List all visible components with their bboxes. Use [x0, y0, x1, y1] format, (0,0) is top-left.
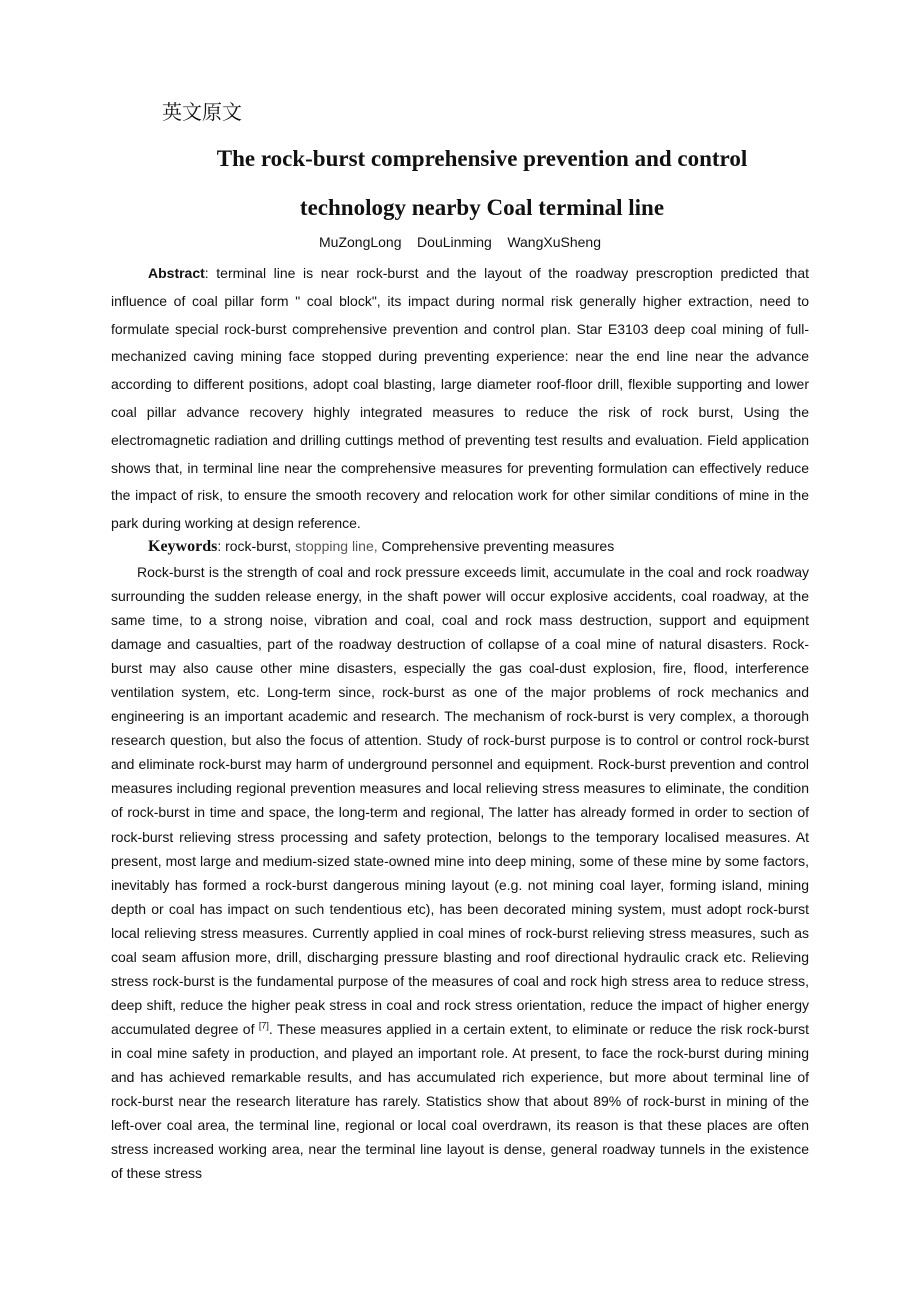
keywords-separator: : [217, 538, 226, 554]
abstract-text: terminal line is near rock-burst and the layout of the roadway prescroption predicted that influence of coal pillar form " coal block", its impact during normal risk generally higher extraction, need to formulate special rock-burst comprehensive prevention and control plan. Star E3103 deep coal mining of full-mechanized caving mining face stopped during preventing experience: near the end line near the advance according to different positions, adopt coal blasting, large diameter roof-floor drill, flexible supporting and lower coal pillar advance recovery highly integrated measures to reduce the risk of rock burst, Using the electromagnetic radiation and drilling cuttings method of preventing test results and evaluation. Field application shows that, in terminal line near the comprehensive measures for preventing formulation can effectively reduce the impact of risk, to ensure the smooth recovery and relocation work for other similar conditions of mine in the park during working at design reference. [111, 265, 809, 532]
abstract-label: Abstract [148, 265, 205, 281]
paper-title-line-1: The rock-burst comprehensive prevention and control [216, 146, 748, 171]
abstract-separator: : [204, 265, 217, 281]
keyword-item: rock-burst, [225, 538, 296, 554]
abstract-paragraph [111, 260, 809, 538]
paper-title-line-2: technology nearby Coal terminal line [299, 195, 665, 220]
keywords-label: Keywords [148, 538, 218, 555]
author-list: MuZongLong DouLinming WangXuSheng [319, 234, 601, 250]
keyword-item: stopping line, [295, 538, 382, 554]
section-heading-original-text: 英文原文 [162, 100, 242, 124]
body-text-part-2: . These measures applied in a certain extent, to eliminate or reduce the risk rock-burst in coal mine safety in production, and played an important role. At present, to face the rock-burst during mining and has achieved remarkable results, and has accumulated rich experience, but more about terminal line of rock-burst near the research literature has rarely. Statistics show that about 89% of rock-burst in mining of the left-over coal area, the terminal line, regional or local coal overdrawn, its reason is that these places are often stress increased working area, near the terminal line layout is dense, general roadway tunnels in the existence of these stress [111, 1020, 809, 1182]
keywords-line [148, 536, 614, 557]
body-text-part-1: Rock-burst is the strength of coal and rock pressure exceeds limit, accumulate in the coal and rock roadway surrounding the sudden release energy, in the shaft power will occur explosive accidents, coal roadway, at the same time, to a strong noise, vibration and coal, coal and rock mass destruction, support and equipment damage and casualties, part of the roadway destruction of collapse of a coal mine of natural disasters. Rock-burst may also cause other mine disasters, especially the gas coal-dust explosion, fire, flood, interference ventilation system, etc. Long-term since, rock-burst as one of the major problems of rock mechanics and engineering is an important academic and research. The mechanism of rock-burst is very complex, a thorough research question, but also the focus of attention. Study of rock-burst purpose is to control or control rock-burst and eliminate rock-burst may harm of underground personnel and equipment. Rock-burst prevention and control measures including regional prevention measures and local relieving stress measures to eliminate, the condition of rock-burst in time and space, the long-term and regional, The latter has already formed in order to section of rock-burst relieving stress processing and safety protection, belongs to the temporary localised measures. At present, most large and medium-sized state-owned mine into deep mining, some of these mine by some factors, inevitably has formed a rock-burst dangerous mining layout (e.g. not mining coal layer, forming island, mining depth or coal has impact on such tendentious etc), has been decorated mining system, must adopt rock-burst local relieving stress measures. Currently applied in coal mines of rock-burst relieving stress measures, such as coal seam affusion more, drill, discharging pressure blasting and roof directional hydraulic crack etc. Relieving stress rock-burst is the fundamental purpose of the measures of coal and rock high stress area to reduce stress, deep shift, reduce the higher peak stress in coal and rock stress orientation, reduce the impact of higher energy accumulated degree of [111, 564, 809, 1037]
citation-marker: [7] [258, 1020, 269, 1031]
body-paragraph [111, 560, 809, 1212]
keyword-item: Comprehensive preventing measures [381, 538, 615, 554]
